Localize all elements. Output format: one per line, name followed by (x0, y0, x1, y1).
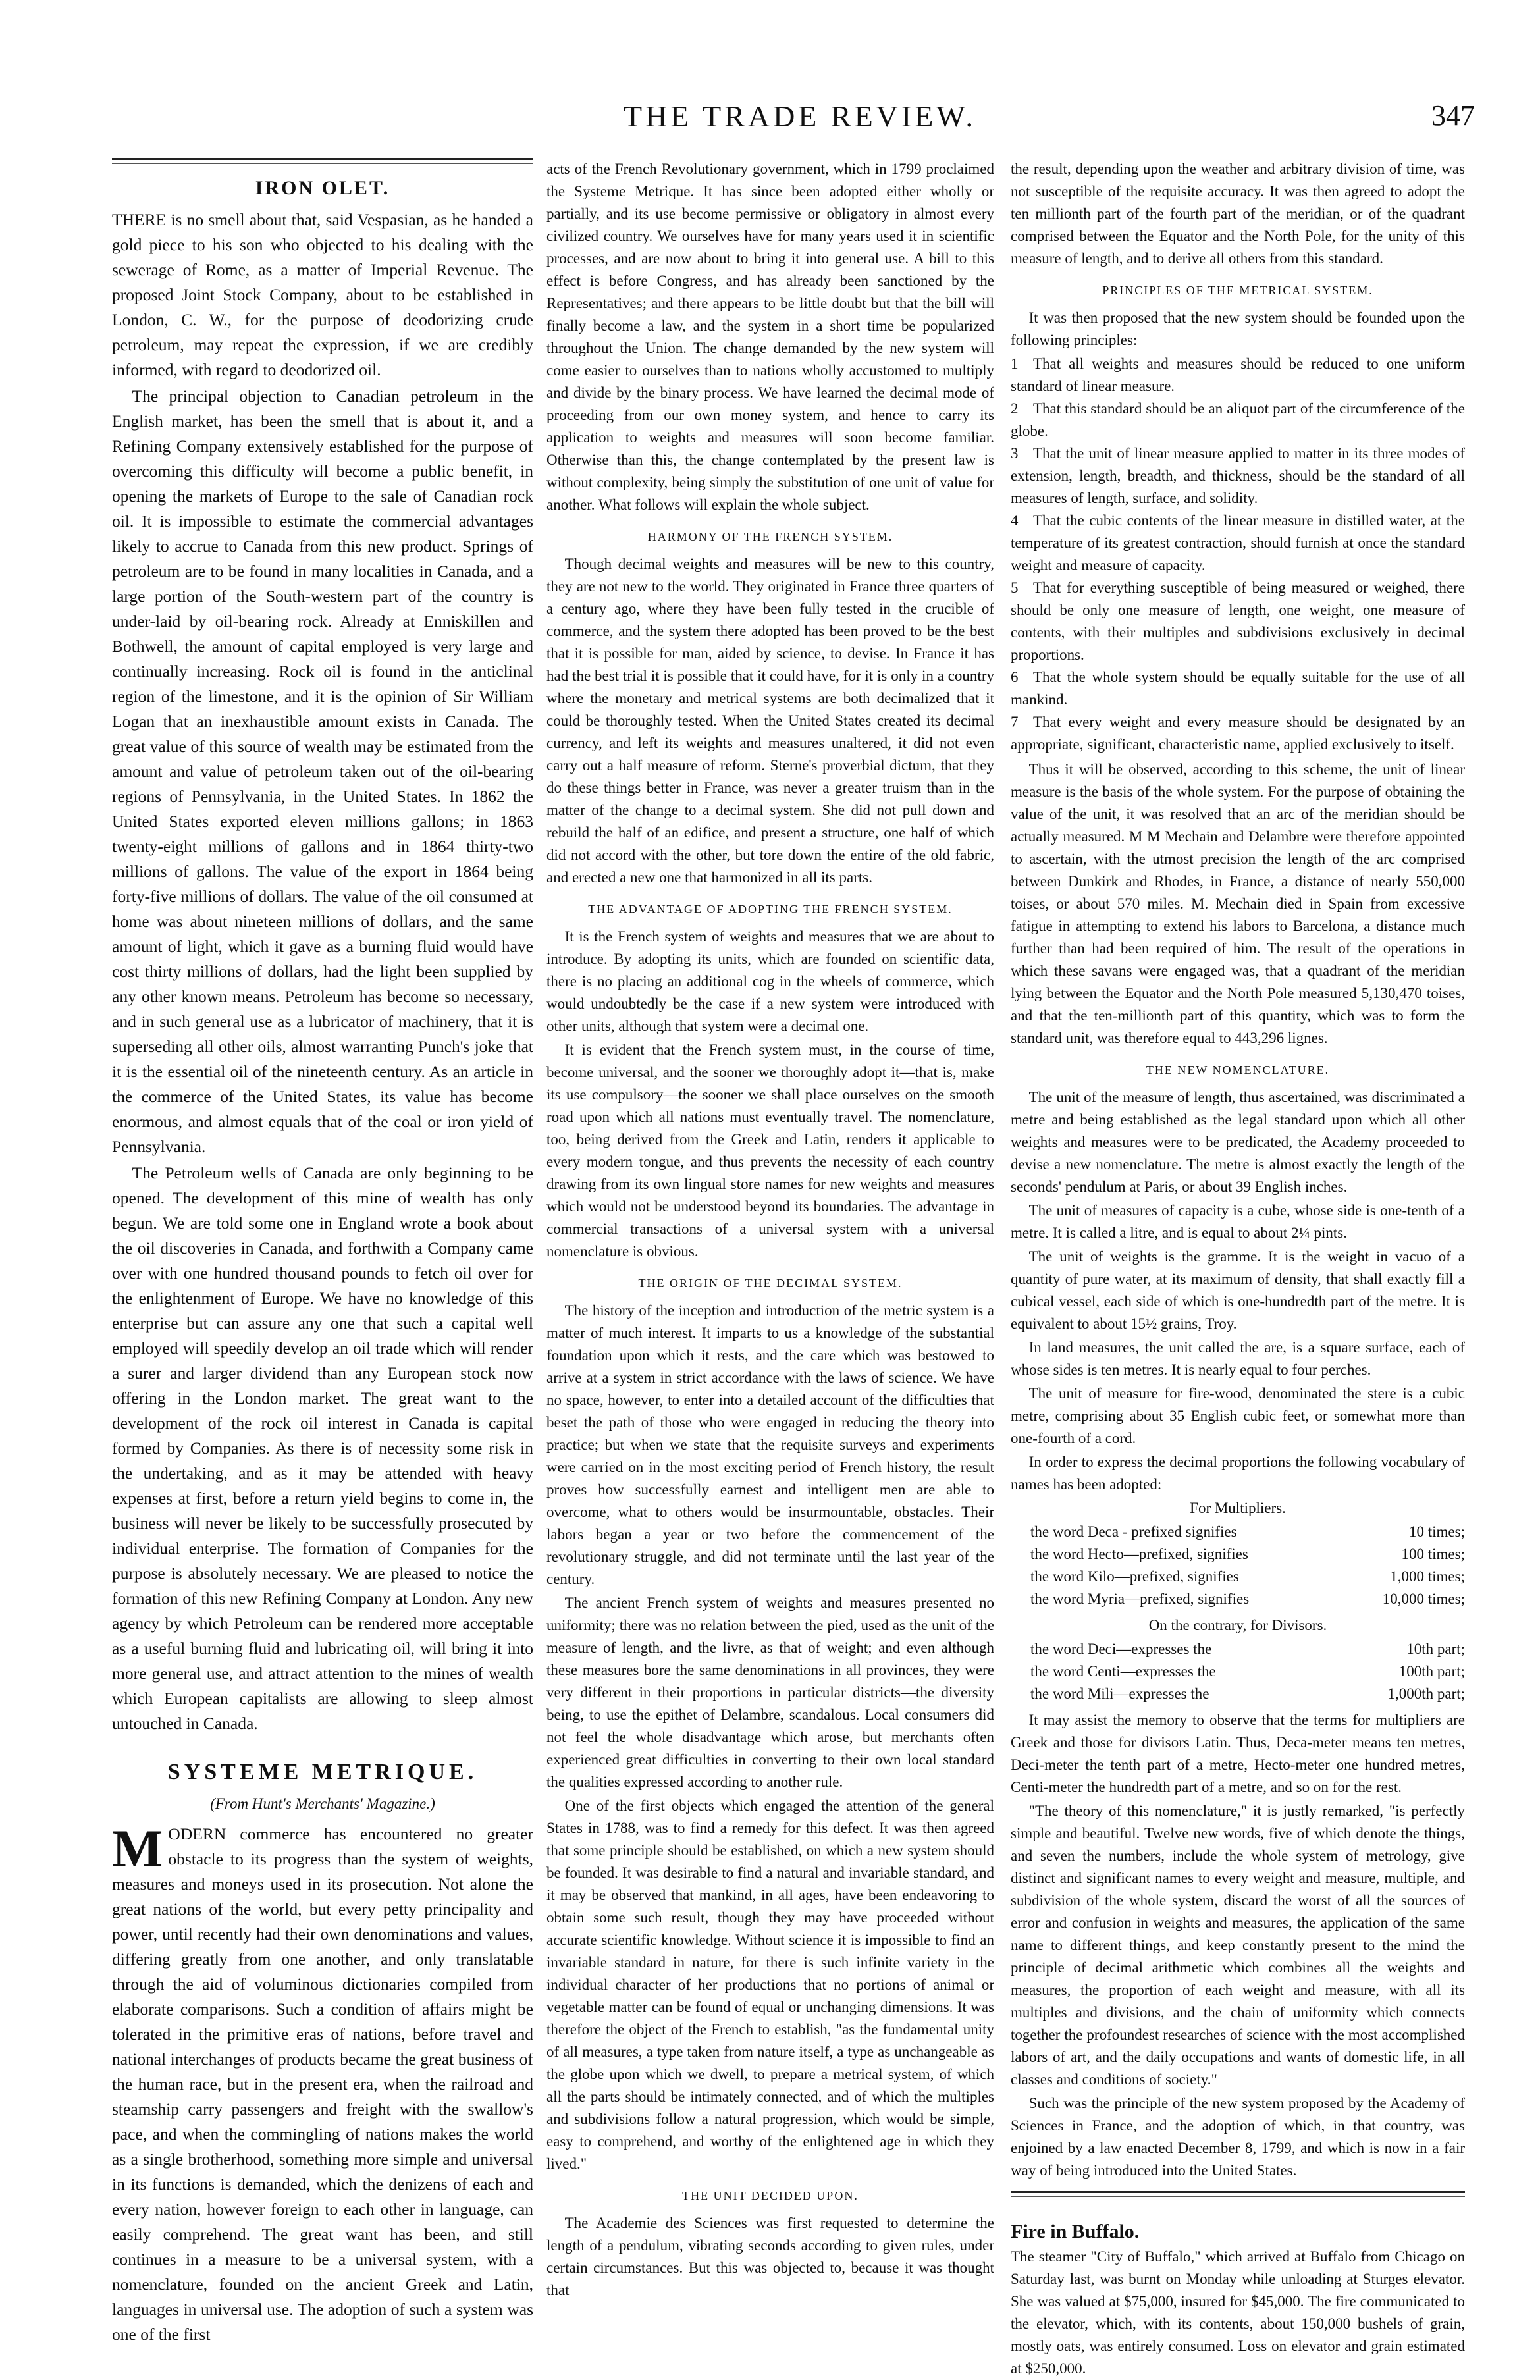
principle-item (1011, 442, 1465, 510)
principle-text: That every weight and every measure should be designated by an appropriate, significant, characteristic name, applied exclusively to itself. (1011, 714, 1465, 753)
article-separator-rule (1011, 2191, 1465, 2202)
column-rule (112, 158, 533, 169)
oil-paragraph-1: THERE is no smell about that, said Vespasian, as he handed a gold piece to his son who objected to his dealing with the sewerage of Rome, as a matter of Imperial Revenue. The proposed Joint Stock Company, about to be established in London, C. W., for the purpose of deodorizing crude petroleum, may repeat the expression, if we are credibly informed, with regard to deodorized oil. (112, 210, 533, 379)
column-3 (1011, 158, 1465, 2377)
section-heading-advantage: THE ADVANTAGE OF ADOPTING THE FRENCH SYSTEM. (588, 903, 953, 916)
multiplier-row (1030, 1566, 1465, 1588)
multipliers-label: For Multipliers. (1190, 1500, 1286, 1516)
multiplier-value: 10,000 times; (1382, 1591, 1465, 1607)
divisor-row (1030, 1683, 1465, 1705)
divisors-list (1030, 1638, 1465, 1705)
col3-paragraph-4: The unit of the measure of length, thus ascertained, was discriminated a metre and being established as the legal standard upon which all other weights and measures were to be predicated, the Academy proceeded to devise a new nomenclature. The metre is almost exactly the length of the seconds' pendulum at Paris, or about 39 English inches. (1011, 1089, 1465, 1195)
divisor-term: the word Deci—expresses the (1030, 1641, 1212, 1657)
multipliers-list (1030, 1521, 1465, 1610)
col2-paragraph-4: It is evident that the French system must, in the course of time, become universal, and the sooner we thoroughly adopt it—that is, make its use compulsory—the sooner we shall place ourselves on the smooth road upon which all nations must eventually travel. The nomenclature, too, being derived from the Greek and Latin, renders it applicable to every modern tongue, and thus prevents the necessity of each country drawing from its own lingual store names for new weights and measures which would not be understood beyond its boundaries. The advantage in commercial transactions of a universal system with a universal nomenclature is obvious. (546, 1042, 994, 1259)
principle-number: 6 (1011, 669, 1019, 685)
column-2 (546, 158, 994, 2298)
principle-text: That the cubic contents of the linear measure in distilled water, at the temperature of its greatest contraction, should furnish at once the standard weight and measure of capacity. (1011, 512, 1465, 573)
section-heading-harmony: HARMONY OF THE FRENCH SYSTEM. (647, 530, 893, 543)
col3-paragraph-8: The unit of measure for fire-wood, denominated the stere is a cubic metre, comprising about 35 English cubic feet, or somewhat more than one-fourth of a cord. (1011, 1385, 1465, 1446)
principle-number: 1 (1011, 356, 1019, 372)
principle-number: 4 (1011, 512, 1019, 529)
col2-paragraph-7: One of the first objects which engaged the attention of the general States in 1788, was to find a remedy for this defect. It was then agreed that some principle should be established, on which a new system should be founded. It was desirable to find a natural and invariable standard, and it may be observed that mankind, in all ages, have been endeavoring to obtain some such result, though they may have proceeded without accurate scientific knowledge. Without science it is impossible to find an invariable standard in nature, for there is such infinite variety in the individual character of her productions that no portions of animal or vegetable matter can be found of equal or unchanging dimensions. It was therefore the object of the French to establish, "as the fundamental unity of all measures, a type taken from nature itself, a type as unchangeable as the globe upon which we dwell, to prepare a metrical system, of which all the parts should be intimately connected, and of which the multiples and subdivisions follow a natural progression, which would be simple, easy to comprehend, and worthy of the enlightened age in which they lived." (546, 1797, 994, 2172)
principle-text: That all weights and measures should be reduced to one uniform standard of linear measure. (1011, 356, 1465, 394)
principle-text: That for everything susceptible of being measured or weighed, there should be only one measure of length, one weight, one measure of contents, with their multiples and subdivisions exclusively in decimal proportions. (1011, 579, 1465, 663)
col3-paragraph-3: Thus it will be observed, according to this scheme, the unit of linear measure is the basis of the whole system. For the purpose of obtaining the value of the unit, it was resolved that an arc of the meridian should be actually measured. M M Mechain and Delambre were therefore appointed to ascertain, with the utmost precision the length of the arc comprised between Dunkirk and Rhodes, in France, a distance of nearly 550,000 toises, or about 570 miles. M. Mechain died in Spain from excessive fatigue in attempting to extend his labors to Barcelona, a distance much further than had been required of him. The result of the operations in which these savans were engaged was, that a quadrant of the meridian lying between the Equator and the North Pole measured 5,130,470 toises, and that the ten-millionth part of this quantity, which was to form the standard unit, was therefore equal to 443,296 lignes. (1011, 761, 1465, 1046)
divisor-value: 1,000th part; (1387, 1685, 1465, 1702)
divisors-label: On the contrary, for Divisors. (1148, 1617, 1327, 1633)
fire-paragraph: The steamer "City of Buffalo," which arrived at Buffalo from Chicago on Saturday last, was burnt on Monday while unloading at Sturges elevator. She was valued at $75,000, insured for $45,000. The fire communicated to the elevator, which, with its contents, about 150,000 bushels of grain, mostly oats, was entirely consumed. Loss on elevator and grain estimated at $250,000. (1011, 2248, 1465, 2377)
principle-text: That the unit of linear measure applied to matter in its three modes of extension, length, breadth, and thickness, should be the standard of all measures of length, surface, and solidity. (1011, 445, 1465, 506)
column-1 (112, 158, 533, 2344)
multiplier-row (1030, 1521, 1465, 1543)
principle-item (1011, 398, 1465, 442)
principle-item (1011, 577, 1465, 666)
principle-text: That the whole system should be equally suitable for the use of all mankind. (1011, 669, 1465, 708)
divisor-row (1030, 1638, 1465, 1660)
oil-paragraph-2: The principal objection to Canadian petroleum in the English market, has been the smell that is about it, and a Refining Company extensively established for the purpose of overcoming this difficulty will become a public benefit, in opening the markets of Europe to the sale of Canadian rock oil. It is impossible to estimate the commercial advantages likely to accrue to Canada from this new product. Springs of petroleum are to be found in many localities in Canada, and a large portion of the South-western part of the country is under-laid by oil-bearing rock. Already at Enniskillen and Bothwell, the amount of capital employed is very large and continually increasing. Rock oil is found in the anticlinal region of the limestone, and it is the opinion of Sir William Logan that an inexhaustible amount exists in Canada. The great value of this source of wealth may be estimated from the amount and value of petroleum taken out of the oil-bearing regions of Pennsylvania, in the United States. In 1862 the United States exported eleven millions gallons; in 1863 twenty-eight millions of gallons and in 1864 thirty-two millions of gallons. The value of the export in 1864 being forty-five millions of dollars. The value of the oil consumed at home was about nineteen millions of dollars, and the same amount of light, which it gave as a burning fluid would have cost thirty millions of dollars, had the light been supplied by any other known means. Petroleum has become so necessary, and in such general use as a lubricator of machinery, that it is superseding all other oils, almost warranting Punch's joke that it is the essential oil of the nineteenth century. As an article in the commerce of the United States, its value has become enormous, and almost equals that of the coal or iron yield of Pennsylvania. (112, 386, 533, 1156)
principle-item (1011, 353, 1465, 398)
col2-paragraph-8: The Academie des Sciences was first requested to determine the length of a pendulum, vibrating seconds according to given rules, under certain circumstances. But this was objected to, because it was thought that (546, 2215, 994, 2298)
col2-paragraph-2: Though decimal weights and measures will be new to this country, they are not new to the world. They originated in France three quarters of a century ago, where they have been fully tested in the crucible of commerce, and the system there adopted has been proved to be the best that it is possible for man, aided by science, to devise. In France it has had the best trial it is possible that it could have, for it is only in a country where the monetary and metrical systems are both decimalized that it could be thoroughly tested. When the United States created its decimal currency, and left its weights and measures unaltered, it did not even carry out a half measure of reform. Sterne's proverbial dictum, that they do these things better in France, was never a greater truism than in the matter of the change to a decimal system. She did not pull down and rebuild the half of an edifice, and present a structure, one half of which did not accord with the other, but tore down the entire of the old fabric, and erected a new one that harmonized in all its parts. (546, 556, 994, 886)
col3-paragraph-12: Such was the principle of the new system proposed by the Academy of Sciences in France, and the adoption of which, in that country, was enjoined by a law enacted December 8, 1799, and which is now in a fair way of being introduced into the United States. (1011, 2095, 1465, 2179)
metrique-paragraph-1-text: ODERN commerce has encountered no greater obstacle to its progress than the system of weights, measures and moneys used in its prosecution. Not alone the great nations of the world, but every petty principality and power, until recently had their own denominations and values, differing greatly from one another, and only translatable through the aid of voluminous dictionaries compiled from elaborate comparisons. Such a condition of affairs might be tolerated in the primitive eras of nations, before travel and national interchanges of products became the great business of the human race, but in the present era, when the railroad and steamship carry passengers and freight with the swallow's pace, and when the commingling of nations makes the world as a single brotherhood, something more simple and universal in its functions is demanded, which the denizens of each and every nation, however foreign to each other in language, can easily comprehend. The great want has been, and still continues in a measure to be a universal system, with a nomenclature, founded on the ancient Greek and Latin, languages in universal use. The adoption of such a system was one of the first (112, 1824, 533, 2344)
col3-paragraph-11: "The theory of this nomenclature," it is justly remarked, "is perfectly simple and beautiful. Twelve new words, five of which denote the things, and seven the numbers, include the whole system of metrology, give distinct and significant names to every weight and measure, multiple, and subdivision of the whole system, discard the worst of all the sources of error and confusion in weights and measures, the application of the same name to different things, and keep constantly present to the mind the principle of decimal arithmetic which combines all the weights and measures, the proportion of each weight and measure, with all its multiples and divisions, and the chain of uniformity which connects together the profoundest researches of science with the most accomplished labors of art, and the daily occupations and wants of domestic life, in all classes and conditions of society." (1011, 1803, 1465, 2088)
principle-text: That this standard should be an aliquot part of the circumference of the globe. (1011, 400, 1465, 439)
principles-list (1011, 353, 1465, 756)
page-title: THE TRADE REVIEW. (623, 99, 976, 133)
col2-paragraph-3: It is the French system of weights and measures that we are about to introduce. By adopting its units, which are founded on scientific data, there is no placing an additional cog in the wheels of commerce, which would undoubtedly be the case if a new system were introduced with other units, although that system were a decimal one. (546, 928, 994, 1034)
section-heading-principles: PRINCIPLES OF THE METRICAL SYSTEM. (1102, 284, 1373, 297)
multiplier-value: 100 times; (1401, 1546, 1465, 1562)
col3-paragraph-1: the result, depending upon the weather and arbitrary division of time, was not susceptible of the requisite accuracy. It was then agreed to adopt the ten millionth part of the fourth part of the meridian, or of the quadrant comprised between the Equator and the North Pole, for the unity of this measure of length, and to derive all others from this standard. (1011, 161, 1465, 267)
running-head (125, 99, 1475, 145)
multiplier-term: the word Hecto—prefixed, signifies (1030, 1546, 1248, 1562)
multiplier-row (1030, 1543, 1465, 1566)
col3-paragraph-5: The unit of measures of capacity is a cube, whose side is one-tenth of a metre. It is called a litre, and is equal to about 2¼ pints. (1011, 1202, 1465, 1241)
article-byline: (From Hunt's Merchants' Magazine.) (210, 1795, 435, 1812)
principle-number: 7 (1011, 714, 1019, 730)
article-title-fire: Fire in Buffalo. (1011, 2221, 1140, 2242)
principle-item (1011, 666, 1465, 711)
principle-number: 3 (1011, 445, 1019, 462)
metrique-paragraph-1 (112, 1818, 533, 2347)
principle-number: 2 (1011, 400, 1019, 417)
article-title-oil: IRON OLET. (255, 177, 390, 199)
col3-paragraph-10: It may assist the memory to observe that the terms for multipliers are Greek and those for divisors Latin. Thus, Deca-meter means ten metres, Deci-meter the tenth part of a metre, Hecto-meter one hundred metres, Centi-meter the hundredth part of a metre, and so on for the rest. (1011, 1712, 1465, 1795)
page-number: 347 (1431, 99, 1475, 132)
multiplier-value: 10 times; (1409, 1523, 1465, 1540)
principle-item (1011, 510, 1465, 577)
principle-item (1011, 711, 1465, 756)
col2-paragraph-6: The ancient French system of weights and measures presented no uniformity; there was no relation between the pied, used as the unit of the measure of length, and the livre, as that of weight; and even although these measures bore the same denominations in all provinces, they were very different in their proportions in particular districts—the diversity being, to use the epithet of Delambre, scandalous. Local consumers did not feel the whole disadvantage which arose, but merchants often experienced great difficulties in converting to their own local standard the qualities expressed according to another rule. (546, 1595, 994, 1790)
multiplier-row (1030, 1588, 1465, 1610)
multiplier-term: the word Myria—prefixed, signifies (1030, 1591, 1250, 1607)
section-heading-unit: THE UNIT DECIDED UPON. (682, 2189, 859, 2202)
multiplier-term: the word Kilo—prefixed, signifies (1030, 1568, 1239, 1585)
section-heading-origin: THE ORIGIN OF THE DECIMAL SYSTEM. (638, 1277, 903, 1290)
col2-paragraph-5: The history of the inception and introduction of the metric system is a matter of much interest. It imparts to us a knowledge of the substantial foundation upon which it rests, and the care which was bestowed to arrive at a system in strict accordance with the laws of science. We have no space, however, to enter into a detailed account of the difficulties that beset the path of those who were engaged in reducing the theory into practice; but when we state that the requisite surveys and experiments were carried on in the most exciting period of French history, the result proves how successfully earnest and intelligent men are able to overcome, what to others would be insurmountable, obstacles. Their labors began a year or two before the commencement of the revolutionary struggle, and did not terminate until the last year of the century. (546, 1302, 994, 1587)
col2-paragraph-1: acts of the French Revolutionary government, which in 1799 proclaimed the Systeme Metrique. It has since been adopted either wholly or partially, and its use become permissive or obligatory in almost every civilized country. We ourselves have for many years used it in scientific processes, and are now about to bring it into general use. A bill to this effect is before Congress, and has already been sanctioned by the Representatives; and there appears to be little doubt but that the bill will finally become a law, and the system in a short time be popularized throughout the Union. The change demanded by the new system will come easier to ourselves than to nations wholly accustomed to multiply and divide by the binary process. We have learned the decimal mode of proceeding from our own money system, and hence to carry its application to weights and measures will soon become familiar. Otherwise than this, the change contemplated by the present law is without complexity, being simply the substitution of one unit of value for another. What follows will explain the whole subject. (546, 161, 994, 513)
col3-paragraph-6: The unit of weights is the gramme. It is the weight in vacuo of a quantity of pure water, at its maximum of density, that shall exactly fill a cubical vessel, each side of which is one-hundredth part of the metre. It is equivalent to about 15½ grains, Troy. (1011, 1248, 1465, 1332)
col3-paragraph-9: In order to express the decimal proportions the following vocabulary of names has been adopted: (1011, 1454, 1465, 1493)
divisor-term: the word Centi—expresses the (1030, 1663, 1216, 1679)
principle-number: 5 (1011, 579, 1019, 596)
drop-cap: M (112, 1818, 163, 1878)
col3-paragraph-2: It was then proposed that the new system should be founded upon the following principles: (1011, 309, 1465, 348)
article-title-metrique: SYSTEME METRIQUE. (167, 1760, 478, 1784)
divisor-row (1030, 1660, 1465, 1683)
divisor-value: 100th part; (1398, 1663, 1465, 1679)
divisor-term: the word Mili—expresses the (1030, 1685, 1209, 1702)
oil-paragraph-3: The Petroleum wells of Canada are only beginning to be opened. The development of this mine of wealth has only begun. We are told some one in England wrote a book about the oil discoveries in Canada, and forthwith a Company came over with one hundred thousand pounds to fetch oil over for the enlightenment of Europe. We have no knowledge of this enterprise but can assure any one that such a capital well employed will speedily develop an oil trade which will render a surer and larger dividend than any European stock now offering in the London market. The great want to the development of the rock oil interest in Canada is capital formed by Companies. As there is of necessity some risk in the undertaking, and as it may be attended with heavy expenses at first, before a return yield begins to come in, the business will never be likely to be successfully prosecuted by individual enterprise. The formation of Companies for the purpose is absolutely necessary. We are pleased to notice the formation of this new Refining Company at London. Any new agency by which Petroleum can be rendered more acceptable as a useful burning fluid and lubricating oil, will bring it into more general use, and attract attention to the mines of wealth which European capitalists are allowing to sleep almost untouched in Canada. (112, 1163, 533, 1733)
divisor-value: 10th part; (1406, 1641, 1465, 1657)
col3-paragraph-7: In land measures, the unit called the are, is a square surface, each of whose sides is ten metres. It is nearly equal to four perches. (1011, 1339, 1465, 1378)
section-heading-nomenclature: THE NEW NOMENCLATURE. (1146, 1063, 1330, 1076)
multiplier-value: 1,000 times; (1390, 1568, 1465, 1585)
multiplier-term: the word Deca - prefixed signifies (1030, 1523, 1237, 1540)
